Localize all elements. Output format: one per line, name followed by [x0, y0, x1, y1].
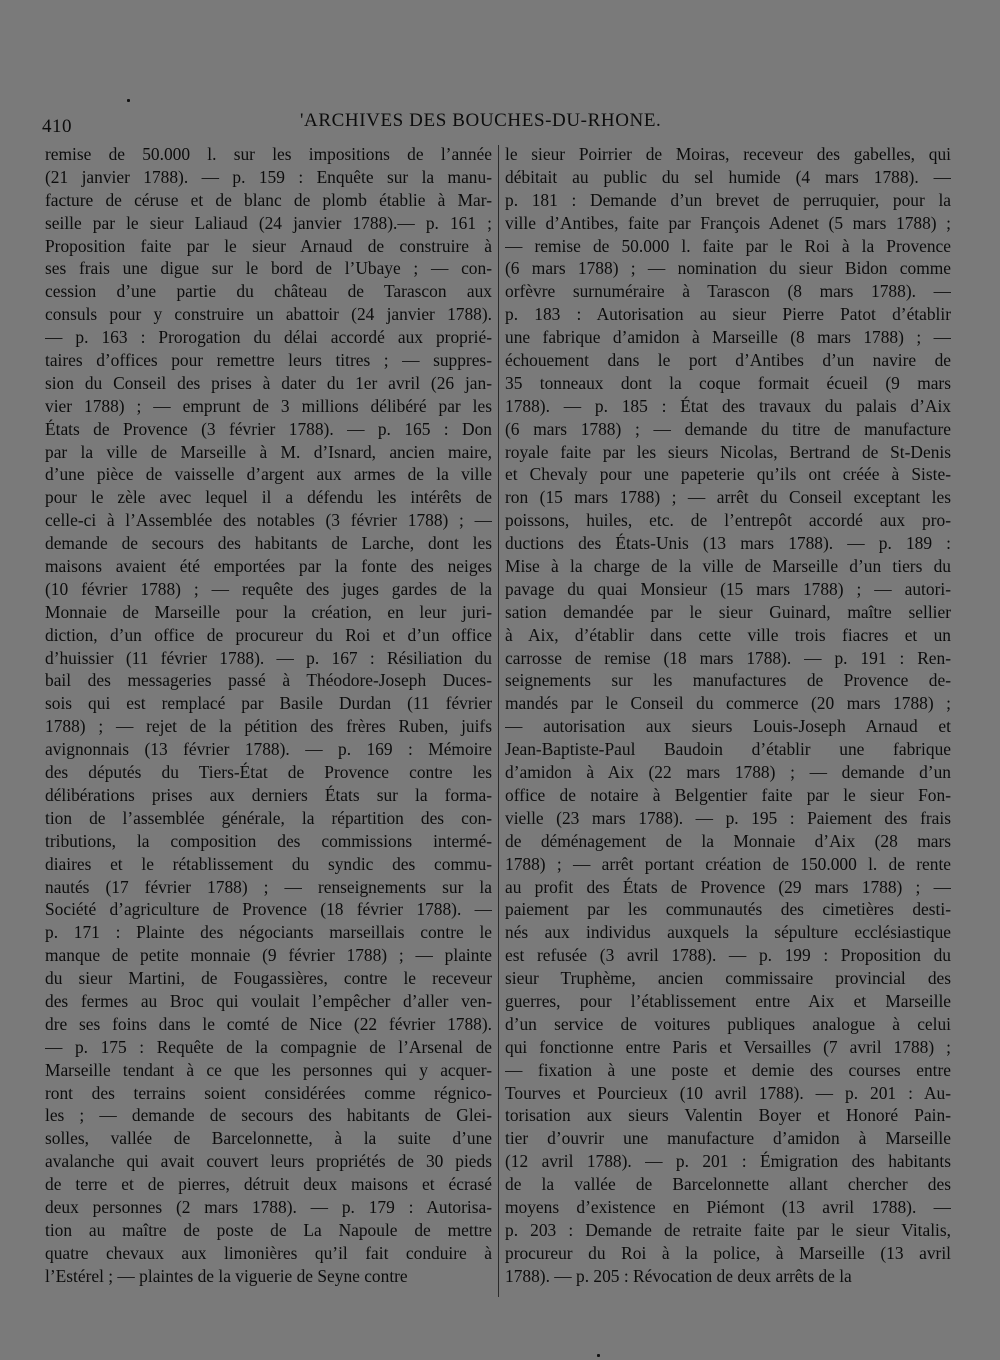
text-line: diaires et le rétablissement du syndic des commu-: [45, 853, 492, 874]
text-line: bail des messageries passé à Théodore-Joseph Duces-: [45, 670, 492, 691]
text-line: poissons, huiles, etc. de l’entrepôt accordé aux pro-: [505, 510, 951, 531]
text-line: 1788). — p. 185 : État des travaux du palais d’Aix: [505, 395, 951, 416]
text-line: échouement dans le port d’Antibes d’un navire de: [505, 350, 951, 371]
text-line: des députés du Tiers-État de Provence contre les: [45, 762, 492, 783]
text-line: avignonnais (13 février 1788). — p. 169 : Mémoire: [45, 739, 492, 760]
text-line: mandés par le Conseil du commerce (20 mars 1788) ;: [505, 693, 951, 714]
text-line: diction, d’un office de procureur du Roi et d’un office: [45, 624, 492, 645]
text-line: demande de secours des habitants de Larche, dont les: [45, 533, 492, 554]
text-line: torisation aux sieurs Valentin Boyer et Honoré Pain-: [505, 1105, 951, 1126]
text-line: qui fonctionne entre Paris et Versailles (7 avril 1788) ;: [505, 1036, 951, 1057]
text-line: pavage du quai Monsieur (15 mars 1788) ; — autori-: [505, 578, 951, 599]
text-line: pour le zèle avec lequel il a défendu les intérêts de: [45, 487, 492, 508]
text-line: manque de petite monnaie (9 février 1788) ; — plainte: [45, 945, 492, 966]
text-line: nés aux individus auxquels la sépulture ecclésiastique: [505, 922, 951, 943]
page-number: 410: [42, 116, 72, 137]
text-line: maisons avaient été emportées par la fonte des neiges: [45, 556, 492, 577]
text-line: solles, vallée de Barcelonnette, à la suite d’une: [45, 1128, 492, 1149]
text-line: moyens d’existence en Piémont (13 avril 1788). —: [505, 1196, 951, 1217]
text-line: orfèvre surnuméraire à Tarascon (8 mars 1788). —: [505, 281, 951, 302]
text-line: office de notaire à Belgentier faite par le sieur Fon-: [505, 784, 951, 805]
text-line: seille par le sieur Laliaud (24 janvier 1788).— p. 161 ;: [45, 212, 492, 233]
text-line: d’une pièce de vaisselle d’argent aux armes de la ville: [45, 464, 492, 485]
text-line: seignements sur les manufactures de Provence de-: [505, 670, 951, 691]
text-line: ductions des États-Unis (13 mars 1788). — p. 189 :: [505, 533, 951, 554]
text-line: des fermes au Broc qui voulait l’empêcher d’aller ven-: [45, 990, 492, 1011]
text-line: nautés (17 février 1788) ; — renseignements sur la: [45, 876, 492, 897]
text-line: d’amidon à Aix (22 mars 1788) ; — demande d’un: [505, 762, 951, 783]
text-line: sation demandée par le sieur Guinard, maître sellier: [505, 601, 951, 622]
text-line: vier 1788) ; — emprunt de 3 millions délibéré par les: [45, 395, 492, 416]
text-line: (21 janvier 1788). — p. 159 : Enquête sur la manu-: [45, 166, 492, 187]
text-line: 35 tonneaux dont la coque formait écueil (9 mars: [505, 372, 951, 393]
text-line: sois qui est remplacé par Basile Durdan (11 février: [45, 693, 492, 714]
text-line: de déménagement de la Monnaie d’Aix (28 mars: [505, 830, 951, 851]
text-line: débitait au public du sel humide (4 mars 1788). —: [505, 166, 951, 187]
text-line: les ; — demande de secours des habitants de Glei-: [45, 1105, 492, 1126]
text-line: sieur Truphème, ancien commissaire provincial des: [505, 968, 951, 989]
text-line: 1788). — p. 205 : Révocation de deux arrêts de la: [505, 1265, 852, 1286]
text-line: est refusée (3 avril 1788). — p. 199 : Proposition du: [505, 945, 951, 966]
text-line: — remise de 50.000 l. faite par le Roi à la Provence: [505, 235, 951, 256]
text-line: 1788) ; — arrêt portant création de 150.000 l. de rente: [505, 853, 951, 874]
text-line: (6 mars 1788) ; — demande du titre de manufacture: [505, 418, 951, 439]
text-line: (10 février 1788) ; — requête des juges gardes de la: [45, 578, 492, 599]
text-line: (12 avril 1788). — p. 201 : Émigration des habitants: [505, 1151, 951, 1172]
text-line: ses frais une digue sur le bord de l’Ubaye ; — con-: [45, 258, 492, 279]
text-line: ront des terrains soient considérées comme régnico-: [45, 1082, 492, 1103]
text-line: d’huissier (11 février 1788). — p. 167 : Résiliation du: [45, 647, 492, 668]
text-line: Monnaie de Marseille pour la création, en leur juri-: [45, 601, 492, 622]
text-line: p. 171 : Plainte des négociants marseillais contre le: [45, 922, 492, 943]
text-line: ville d’Antibes, faite par François Adenet (5 mars 1788) ;: [505, 212, 951, 233]
text-line: guerres, pour l’établissement entre Aix et Marseille: [505, 990, 951, 1011]
text-line: avalanche qui avait couvert leurs propriétés de 30 pieds: [45, 1151, 492, 1172]
text-line: Société d’agriculture de Provence (18 février 1788). —: [45, 899, 492, 920]
text-line: p. 181 : Demande d’un brevet de perruquier, pour la: [505, 189, 951, 210]
running-title: 'ARCHIVES DES BOUCHES-DU-RHONE.: [300, 110, 662, 131]
text-line: — autorisation aux sieurs Louis-Joseph Arnaud et: [505, 716, 951, 737]
text-line: tion au maître de poste de La Napoule de mettre: [45, 1219, 492, 1240]
text-line: deux personnes (2 mars 1788). — p. 179 : Autorisa-: [45, 1196, 492, 1217]
text-line: cession d’une partie du château de Tarascon aux: [45, 281, 492, 302]
text-line: l’Estérel ; — plaintes de la viguerie de Seyne contre: [45, 1265, 408, 1286]
text-line: procureur du Roi à la police, à Marseille (13 avril: [505, 1242, 951, 1263]
text-line: vielle (23 mars 1788). — p. 195 : Paiement des frais: [505, 807, 951, 828]
text-line: à Aix, d’établir dans cette ville trois fiacres et un: [505, 624, 951, 645]
text-line: — p. 175 : Requête de la compagnie de l’Arsenal de: [45, 1036, 492, 1057]
text-line: paiement par les communautés des cimetières desti-: [505, 899, 951, 920]
text-line: facture de céruse et de blanc de plomb établie à Mar-: [45, 189, 492, 210]
text-line: ron (15 mars 1788) ; — arrêt du Conseil exceptant les: [505, 487, 951, 508]
print-speck: [127, 99, 130, 102]
text-line: sion du Conseil des prises à dater du 1er avril (26 jan-: [45, 372, 492, 393]
text-line: du sieur Martini, de Fougassières, contre le receveur: [45, 968, 492, 989]
text-line: d’un service de voitures publiques analogue à celui: [505, 1013, 951, 1034]
text-line: taires d’offices pour remettre leurs titres ; — suppres-: [45, 350, 492, 371]
text-line: — fixation à une poste et demie des courses entre: [505, 1059, 951, 1080]
text-line: royale faite par les sieurs Nicolas, Bertrand de St-Denis: [505, 441, 951, 462]
text-line: le sieur Poirrier de Moiras, receveur des gabelles, qui: [505, 144, 951, 164]
text-line: Proposition faite par le sieur Arnaud de construire à: [45, 235, 492, 256]
left-text-column: [45, 143, 492, 1288]
text-line: tion de l’assemblée générale, la répartition des con-: [45, 807, 492, 828]
text-line: dre ses foins dans le comté de Nice (22 février 1788).: [45, 1013, 492, 1034]
text-line: p. 183 : Autorisation au sieur Pierre Patot d’établir: [505, 304, 951, 325]
print-speck: [597, 1354, 600, 1357]
text-line: celle-ci à l’Assemblée des notables (3 février 1788) ; —: [45, 510, 492, 531]
text-line: et Chevaly pour une papeterie qu’ils ont créée à Siste-: [505, 464, 951, 485]
text-line: quatre chevaux aux limonières qu’il fait conduire à: [45, 1242, 492, 1263]
text-line: tributions, la composition des commissions intermé-: [45, 830, 492, 851]
text-line: carrosse de remise (18 mars 1788). — p. 191 : Ren-: [505, 647, 951, 668]
text-line: de terre et de pierres, détruit deux maisons et écrasé: [45, 1174, 492, 1195]
text-line: délibérations prises aux derniers États sur la forma-: [45, 784, 492, 805]
text-line: États de Provence (3 février 1788). — p. 165 : Don: [45, 418, 492, 439]
text-line: une fabrique d’amidon à Marseille (8 mars 1788) ; —: [505, 327, 951, 348]
text-line: (6 mars 1788) ; — nomination du sieur Bidon comme: [505, 258, 951, 279]
text-line: Mise à la charge de la ville de Marseille d’un tiers du: [505, 556, 951, 577]
text-line: Tourves et Pourcieux (10 avril 1788). — p. 201 : Au-: [505, 1082, 951, 1103]
text-line: de la vallée de Barcelonnette allant chercher des: [505, 1174, 951, 1195]
text-line: — p. 163 : Prorogation du délai accordé aux proprié-: [45, 327, 492, 348]
column-divider: [498, 145, 499, 1297]
text-line: Jean-Baptiste-Paul Baudoin d’établir une fabrique: [505, 739, 951, 760]
text-line: 1788) ; — rejet de la pétition des frères Ruben, juifs: [45, 716, 492, 737]
text-line: Marseille tendant à ce que les personnes qui y acquer-: [45, 1059, 492, 1080]
text-line: au profit des États de Provence (29 mars 1788) ; —: [505, 876, 951, 897]
right-text-column: [505, 143, 951, 1288]
text-line: par la ville de Marseille à M. d’Isnard, ancien maire,: [45, 441, 492, 462]
text-line: p. 203 : Demande de retraite faite par le sieur Vitalis,: [505, 1219, 951, 1240]
text-line: consuls pour y construire un abattoir (24 janvier 1788).: [45, 304, 492, 325]
text-line: remise de 50.000 l. sur les impositions de l’année: [45, 144, 492, 164]
text-line: tier d’ouvrir une manufacture d’amidon à Marseille: [505, 1128, 951, 1149]
